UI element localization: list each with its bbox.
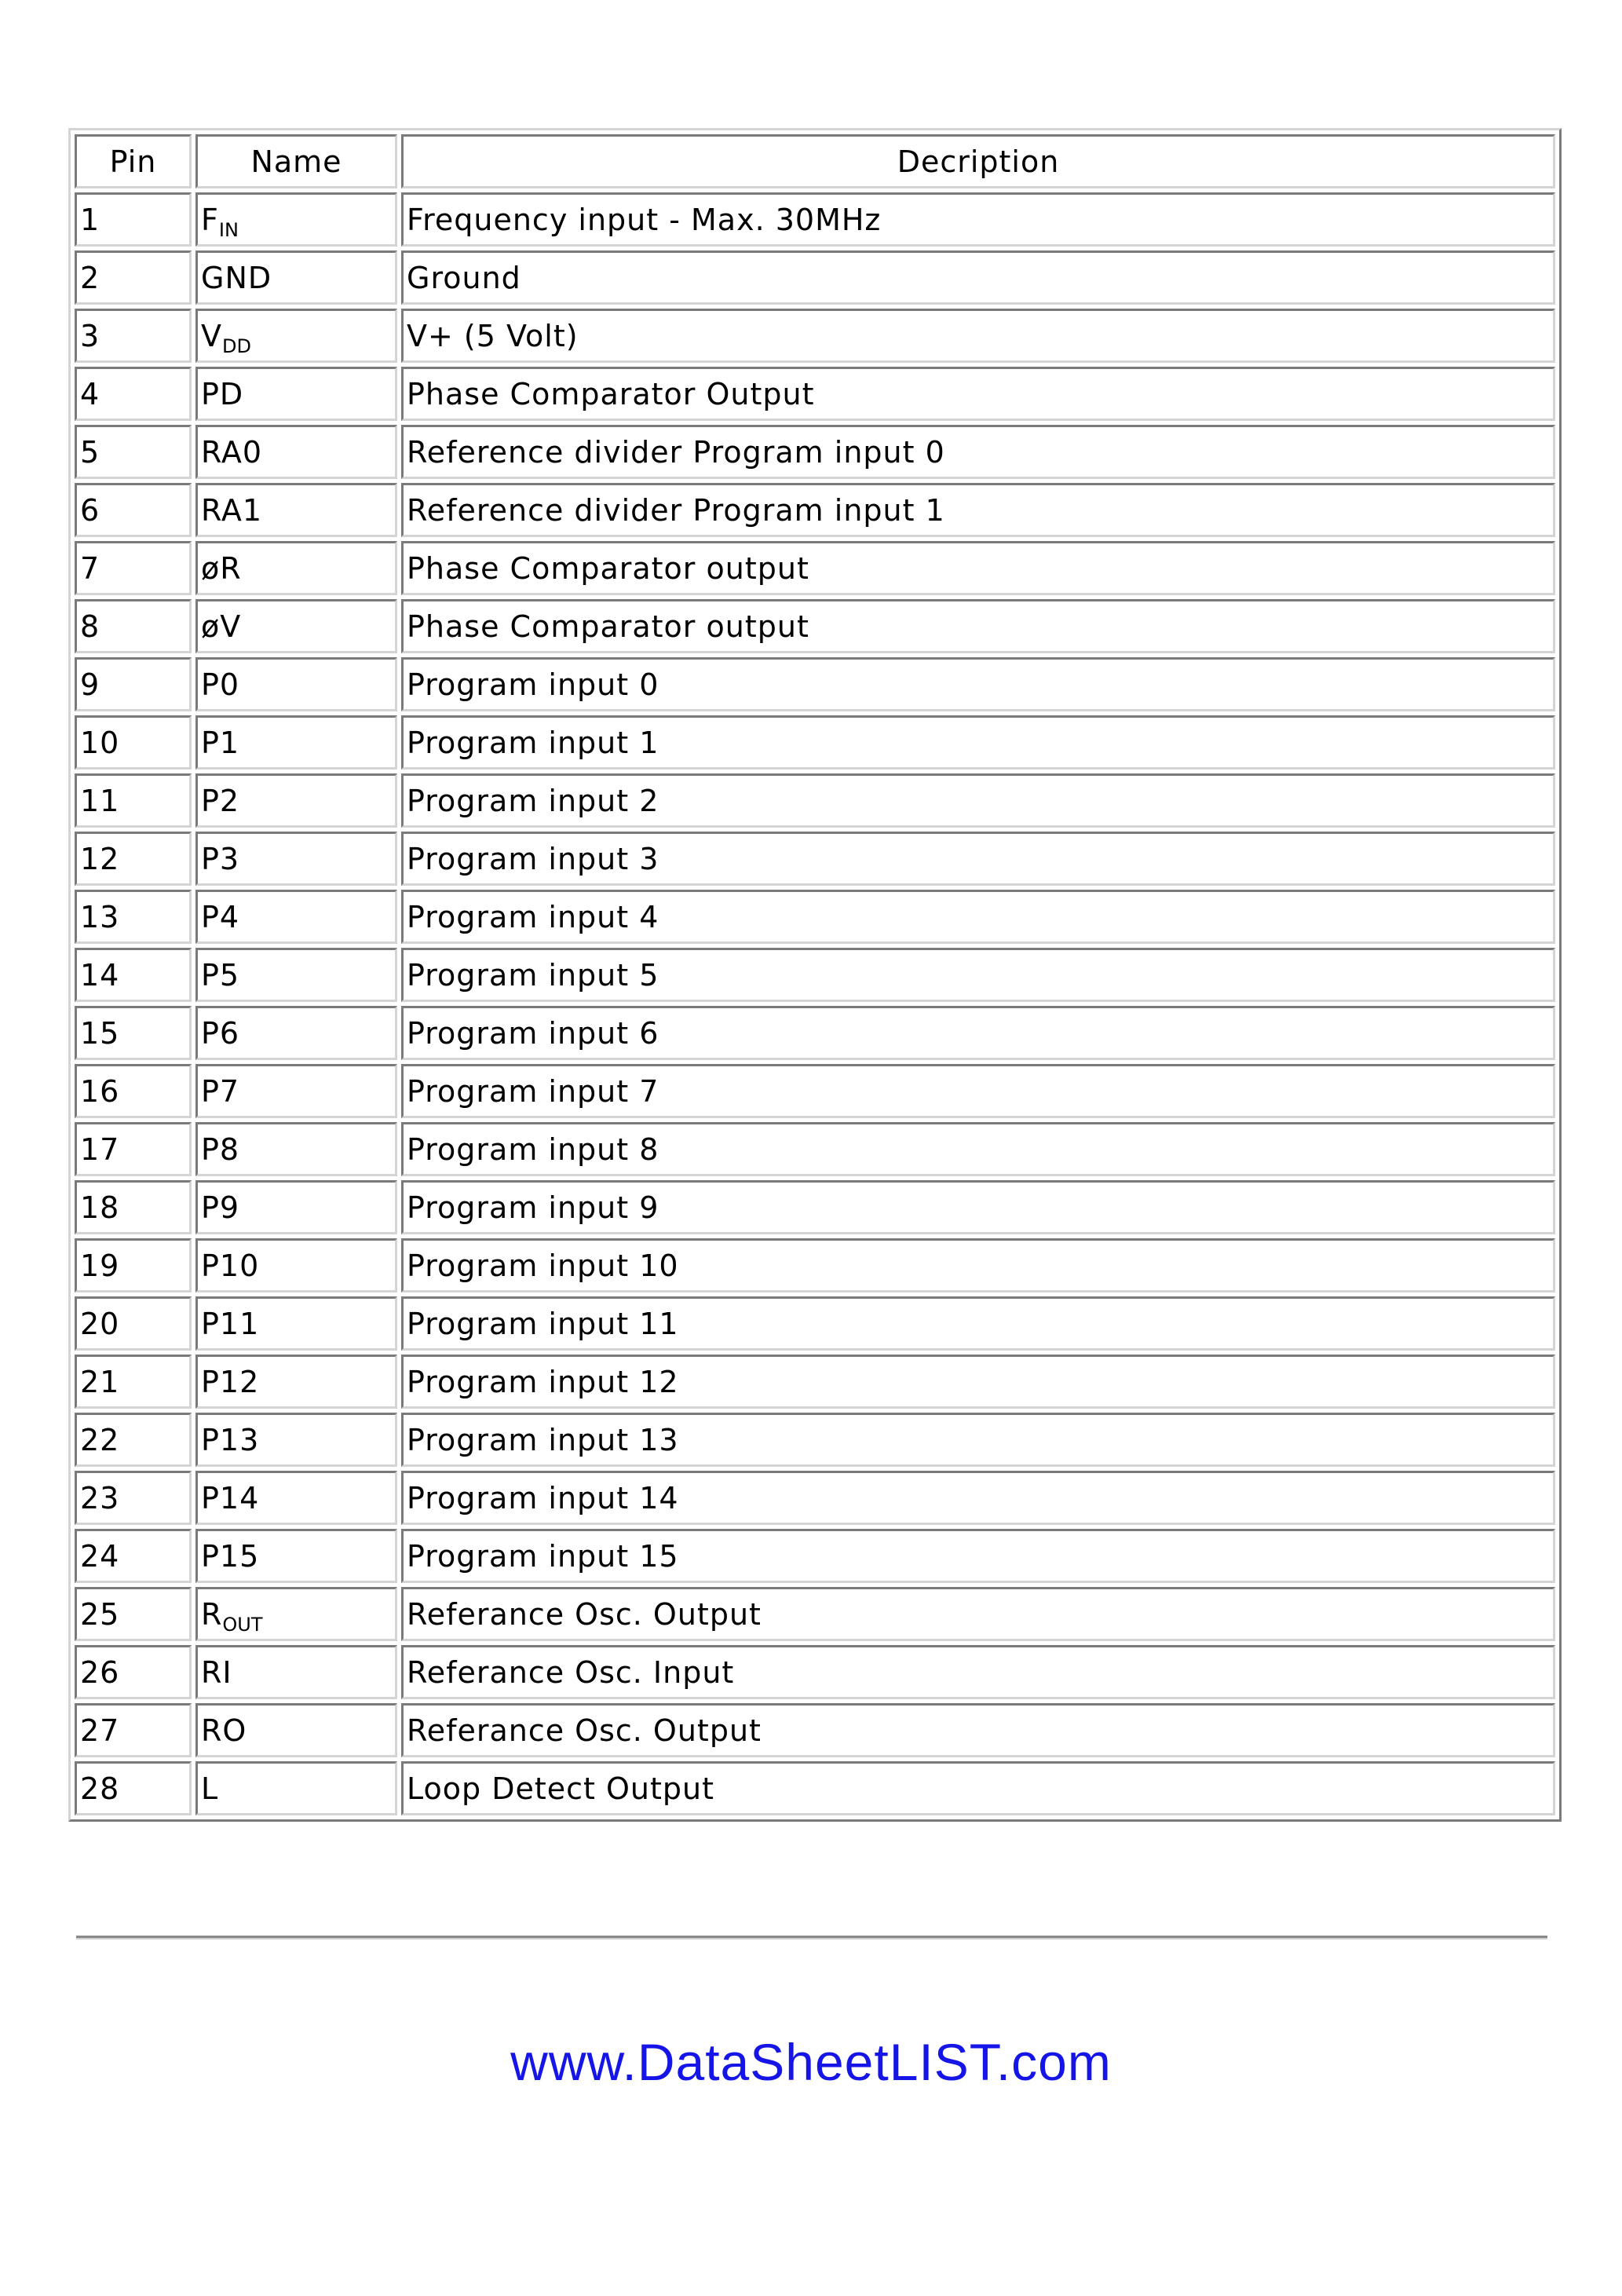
table-row — [75, 1529, 1555, 1583]
pin-description-cell — [401, 1006, 1555, 1060]
pin-name-cell — [195, 1006, 397, 1060]
pin-description-cell — [401, 832, 1555, 886]
pin-name: P8 — [201, 1132, 240, 1167]
pin-description: Program input 7 — [407, 1073, 659, 1109]
pin-name-cell — [195, 309, 397, 363]
pin-name: L — [201, 1771, 219, 1806]
pin-name: F — [201, 202, 219, 237]
pin-description: Program input 11 — [407, 1306, 679, 1341]
pin-description: Program input 6 — [407, 1015, 659, 1051]
header-pin: Pin — [75, 134, 192, 188]
pin-name: P7 — [201, 1073, 240, 1109]
table-row — [75, 599, 1555, 653]
pin-description: Program input 12 — [407, 1364, 679, 1399]
pin-name: P6 — [201, 1015, 240, 1051]
pin-description-cell — [401, 657, 1555, 711]
pin-number: 10 — [80, 725, 120, 760]
pin-description-cell — [401, 250, 1555, 305]
pin-number-cell — [75, 1529, 192, 1583]
pin-name-cell — [195, 1761, 397, 1815]
pin-description: Program input 13 — [407, 1422, 679, 1457]
pin-number-cell — [75, 1064, 192, 1118]
table-row — [75, 1703, 1555, 1757]
pin-name-cell — [195, 1180, 397, 1234]
pin-number-cell — [75, 250, 192, 305]
pin-number: 2 — [80, 260, 100, 295]
pin-number-cell — [75, 309, 192, 363]
pin-name-subscript: OUT — [222, 1613, 263, 1636]
table-row — [75, 1238, 1555, 1292]
pin-number-cell — [75, 1006, 192, 1060]
table-row — [75, 1413, 1555, 1467]
pin-name: P11 — [201, 1306, 260, 1341]
pin-name-cell — [195, 890, 397, 944]
pin-description: Program input 15 — [407, 1538, 679, 1574]
pin-description: Program input 14 — [407, 1480, 679, 1515]
pin-description: Program input 4 — [407, 899, 659, 934]
pin-description-cell — [401, 1471, 1555, 1525]
pin-description: Loop Detect Output — [407, 1771, 714, 1806]
pin-number-cell — [75, 1587, 192, 1641]
pin-description: Reference divider Program input 1 — [407, 492, 945, 528]
pin-description-cell — [401, 948, 1555, 1002]
pin-name-cell — [195, 948, 397, 1002]
pin-name-cell — [195, 425, 397, 479]
pin-number-cell — [75, 1645, 192, 1699]
pin-description-cell — [401, 1180, 1555, 1234]
pin-description: V+ (5 Volt) — [407, 318, 579, 353]
pin-name-cell — [195, 1413, 397, 1467]
table-row — [75, 1122, 1555, 1176]
pin-name: R — [201, 1596, 223, 1632]
pin-description: Phase Comparator Output — [407, 376, 815, 411]
pin-name: øR — [201, 550, 242, 586]
table-row — [75, 1645, 1555, 1699]
pin-description-cell — [401, 1761, 1555, 1815]
pin-name-cell — [195, 1296, 397, 1351]
pin-name-cell — [195, 657, 397, 711]
pin-name-cell — [195, 1238, 397, 1292]
pin-number: 22 — [80, 1422, 120, 1457]
table-row — [75, 948, 1555, 1002]
pin-description-cell — [401, 1064, 1555, 1118]
pin-description: Program input 1 — [407, 725, 659, 760]
pin-number: 13 — [80, 899, 120, 934]
pin-description-cell — [401, 773, 1555, 828]
table-body — [75, 192, 1555, 1815]
pin-name-cell — [195, 367, 397, 421]
pin-number-cell — [75, 1238, 192, 1292]
pin-name-cell — [195, 192, 397, 247]
pin-name-cell — [195, 1355, 397, 1409]
pin-description: Referance Osc. Output — [407, 1713, 762, 1748]
pin-number-cell — [75, 192, 192, 247]
pin-number-cell — [75, 541, 192, 595]
table-row — [75, 541, 1555, 595]
pin-name-cell — [195, 541, 397, 595]
pin-description: Program input 0 — [407, 667, 659, 702]
datasheet-site-link[interactable]: www.DataSheetLIST.com — [510, 2033, 1112, 2091]
pin-description: Referance Osc. Input — [407, 1654, 735, 1690]
pin-description-cell — [401, 367, 1555, 421]
table-row — [75, 309, 1555, 363]
pin-name-cell — [195, 1529, 397, 1583]
pin-number: 1 — [80, 202, 100, 237]
table-row — [75, 657, 1555, 711]
horizontal-rule — [76, 1936, 1547, 1940]
pin-description-cell — [401, 1296, 1555, 1351]
pin-number-cell — [75, 1703, 192, 1757]
table-row — [75, 425, 1555, 479]
pin-number-cell — [75, 948, 192, 1002]
pin-number-cell — [75, 1355, 192, 1409]
pin-description-cell — [401, 1645, 1555, 1699]
table-header-row — [75, 134, 1555, 188]
pin-name: RA0 — [201, 434, 263, 470]
pin-number-cell — [75, 890, 192, 944]
pin-name: P5 — [201, 957, 240, 993]
pin-name-cell — [195, 1471, 397, 1525]
pin-description-cell — [401, 715, 1555, 770]
pin-table-frame — [68, 128, 1562, 1822]
pin-number: 11 — [80, 783, 120, 818]
pin-description-cell — [401, 599, 1555, 653]
table-row — [75, 832, 1555, 886]
pin-name: P12 — [201, 1364, 260, 1399]
table-row — [75, 367, 1555, 421]
pin-number: 24 — [80, 1538, 120, 1574]
table-row — [75, 192, 1555, 247]
pin-description-cell — [401, 1238, 1555, 1292]
pin-number-cell — [75, 1122, 192, 1176]
pin-name: øV — [201, 609, 242, 644]
pin-number: 26 — [80, 1654, 120, 1690]
pin-number: 27 — [80, 1713, 120, 1748]
pin-name-cell — [195, 1703, 397, 1757]
pin-number-cell — [75, 599, 192, 653]
pin-description-cell — [401, 541, 1555, 595]
pin-number: 14 — [80, 957, 120, 993]
pin-description-cell — [401, 1413, 1555, 1467]
pin-number: 4 — [80, 376, 100, 411]
pin-name: P2 — [201, 783, 240, 818]
pin-description: Program input 5 — [407, 957, 659, 993]
pin-name-cell — [195, 1122, 397, 1176]
pin-name: GND — [201, 260, 272, 295]
pin-number: 12 — [80, 841, 120, 876]
pin-name: RO — [201, 1713, 247, 1748]
pin-name: P15 — [201, 1538, 260, 1574]
table-row — [75, 773, 1555, 828]
pin-description-cell — [401, 1587, 1555, 1641]
pin-number-cell — [75, 657, 192, 711]
pin-number: 18 — [80, 1190, 120, 1225]
pin-number: 6 — [80, 492, 100, 528]
pin-number: 15 — [80, 1015, 120, 1051]
table-row — [75, 1587, 1555, 1641]
pin-description: Program input 9 — [407, 1190, 659, 1225]
table-row — [75, 483, 1555, 537]
pin-name: P4 — [201, 899, 240, 934]
pin-number-cell — [75, 715, 192, 770]
pin-number: 23 — [80, 1480, 120, 1515]
pin-number: 21 — [80, 1364, 120, 1399]
pin-description: Program input 8 — [407, 1132, 659, 1167]
pin-description-cell — [401, 1529, 1555, 1583]
pin-name-cell — [195, 599, 397, 653]
pin-number: 9 — [80, 667, 100, 702]
pin-name: V — [201, 318, 222, 353]
table-row — [75, 1006, 1555, 1060]
table-row — [75, 890, 1555, 944]
pin-name-cell — [195, 773, 397, 828]
table-row — [75, 1180, 1555, 1234]
pin-description: Phase Comparator output — [407, 550, 809, 586]
pin-number-cell — [75, 425, 192, 479]
table-row — [75, 1296, 1555, 1351]
pin-name: P0 — [201, 667, 240, 702]
pin-number: 16 — [80, 1073, 120, 1109]
pin-name-cell — [195, 250, 397, 305]
pin-number: 19 — [80, 1248, 120, 1283]
pin-name: P13 — [201, 1422, 260, 1457]
pin-description: Reference divider Program input 0 — [407, 434, 945, 470]
pin-number: 3 — [80, 318, 100, 353]
table-row — [75, 715, 1555, 770]
pin-number-cell — [75, 1471, 192, 1525]
header-description: Decription — [401, 134, 1555, 188]
pin-number: 8 — [80, 609, 100, 644]
pin-description-cell — [401, 1122, 1555, 1176]
pin-description: Program input 2 — [407, 783, 659, 818]
pin-description: Program input 3 — [407, 841, 659, 876]
pin-name: P1 — [201, 725, 240, 760]
pin-description: Phase Comparator output — [407, 609, 809, 644]
pin-name: P9 — [201, 1190, 240, 1225]
pin-number-cell — [75, 367, 192, 421]
pin-description-cell — [401, 309, 1555, 363]
pin-description: Ground — [407, 260, 521, 295]
pin-name-cell — [195, 1587, 397, 1641]
pin-name: PD — [201, 376, 244, 411]
pin-number: 7 — [80, 550, 100, 586]
pin-description-cell — [401, 425, 1555, 479]
pin-description: Referance Osc. Output — [407, 1596, 762, 1632]
pin-name-subscript: DD — [222, 335, 251, 357]
pin-description-cell — [401, 192, 1555, 247]
pin-number: 5 — [80, 434, 100, 470]
pin-name: P14 — [201, 1480, 260, 1515]
pin-description-cell — [401, 1703, 1555, 1757]
pin-number: 25 — [80, 1596, 120, 1632]
pin-number-cell — [75, 1180, 192, 1234]
header-name: Name — [195, 134, 397, 188]
pin-number-cell — [75, 1761, 192, 1815]
pin-name-cell — [195, 832, 397, 886]
pin-description-cell — [401, 483, 1555, 537]
pin-number-cell — [75, 773, 192, 828]
pin-name-cell — [195, 1645, 397, 1699]
table-row — [75, 1064, 1555, 1118]
pin-name: RI — [201, 1654, 232, 1690]
pin-description: Frequency input - Max. 30MHz — [407, 202, 882, 237]
pin-name-cell — [195, 1064, 397, 1118]
pin-number: 28 — [80, 1771, 120, 1806]
pin-table — [71, 130, 1559, 1819]
pin-name: RA1 — [201, 492, 263, 528]
pin-description: Program input 10 — [407, 1248, 679, 1283]
table-row — [75, 1471, 1555, 1525]
pin-number-cell — [75, 1413, 192, 1467]
pin-name-subscript: IN — [218, 218, 239, 241]
pin-description-cell — [401, 890, 1555, 944]
pin-name: P10 — [201, 1248, 260, 1283]
table-row — [75, 1355, 1555, 1409]
table-row — [75, 250, 1555, 305]
pin-number: 20 — [80, 1306, 120, 1341]
pin-name-cell — [195, 715, 397, 770]
pin-number-cell — [75, 483, 192, 537]
pin-name-cell — [195, 483, 397, 537]
pin-name: P3 — [201, 841, 240, 876]
pin-description-cell — [401, 1355, 1555, 1409]
pin-number: 17 — [80, 1132, 120, 1167]
table-row — [75, 1761, 1555, 1815]
pin-number-cell — [75, 1296, 192, 1351]
pin-number-cell — [75, 832, 192, 886]
